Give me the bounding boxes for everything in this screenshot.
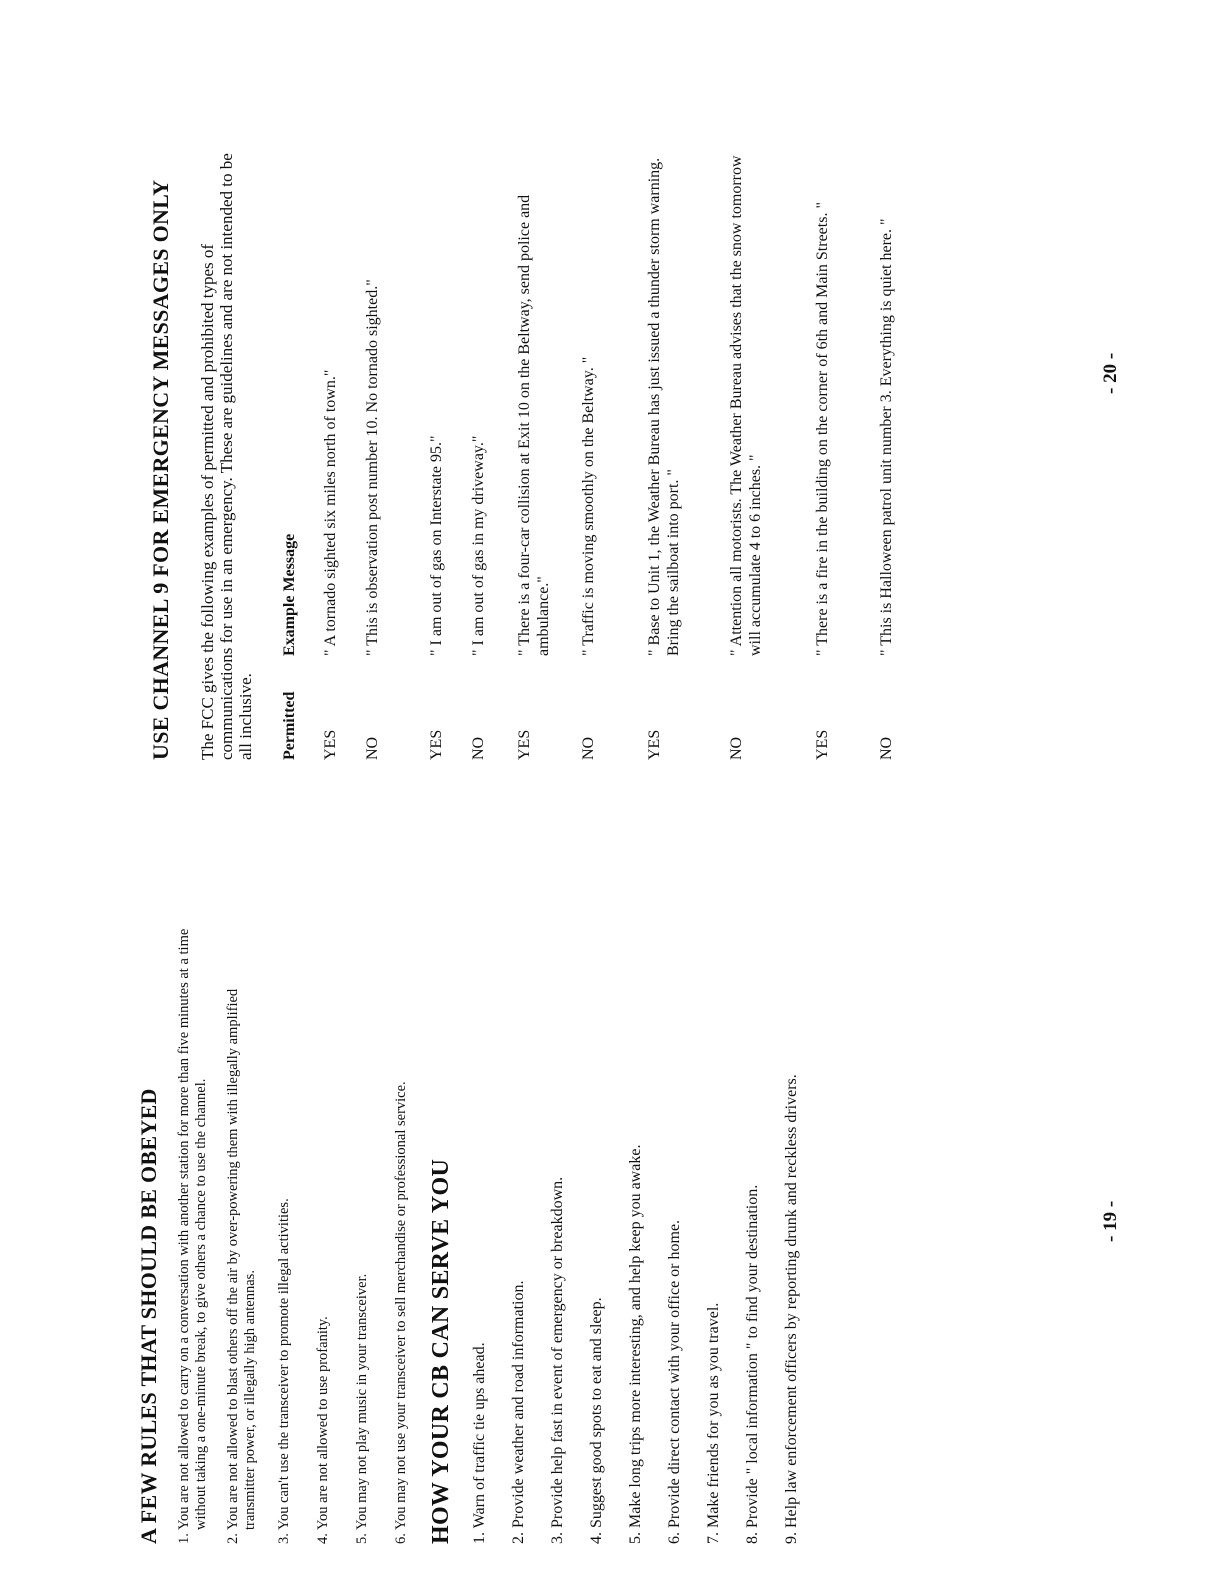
rule-text: You are not allowed to carry on a conversation with another station for more than five minutes at a time without taking a one-minute break, to give others a chance to use the channel. xyxy=(176,928,209,1531)
rule-item xyxy=(225,924,259,1544)
rule-item xyxy=(315,924,332,1544)
permitted-value: NO xyxy=(878,736,895,760)
table-row xyxy=(469,140,515,760)
serve-item: 6. Provide direct contact with your office or home. xyxy=(666,1219,683,1544)
rule-text: You can't use the transceiver to promote illegal activities. xyxy=(276,1198,292,1531)
rules-heading: A FEW RULES THAT SHOULD BE OBEYED xyxy=(136,1088,161,1544)
example-message: " There is a fire in the building on the corner of 6th and Main Streets. " xyxy=(814,202,831,656)
intro-paragraph: The FCC gives the following examples of permitted and prohibited types of communications for use in an emergency. These are guidelines and are not intended to be all inclusive. xyxy=(198,153,255,760)
table-row xyxy=(579,140,645,760)
table-row xyxy=(363,140,427,760)
table-header xyxy=(281,140,299,760)
table-row xyxy=(813,140,877,760)
page-20 xyxy=(148,140,921,760)
table-row xyxy=(877,140,921,760)
serve-item: 1. Warn of traffic tie ups ahead. xyxy=(471,1342,488,1544)
serve-item: 4. Suggest good spots to eat and sleep. xyxy=(588,1297,605,1544)
permitted-value: NO xyxy=(728,736,745,760)
serve-heading: HOW YOUR CB CAN SERVE YOU xyxy=(428,1158,454,1544)
rule-number: 6. xyxy=(393,1533,409,1544)
example-message: " I am out of gas in my driveway." xyxy=(470,435,487,656)
example-message: " I am out of gas on Interstate 95." xyxy=(428,435,445,656)
table-row xyxy=(427,140,469,760)
page-number-20: - 20 - xyxy=(1100,352,1121,394)
serve-item: 8. Provide " local information " to find your destination. xyxy=(744,1184,761,1544)
example-message: " Attention all motorists. The Weather Bureau advises that the snow tomorrow will accumulate 4 to 6 inches. " xyxy=(728,155,764,656)
example-message: " A tornado sighted six miles north of town." xyxy=(322,369,339,656)
permitted-value: YES xyxy=(322,729,339,760)
channel-9-heading: USE CHANNEL 9 FOR EMERGENCY MESSAGES ONLY xyxy=(148,179,173,760)
table-row xyxy=(515,140,579,760)
example-message: " Base to Unit 1, the Weather Bureau has just issued a thunder storm warning. Bring the sailboat into port. " xyxy=(646,157,682,656)
rule-text: You are not allowed to use profanity. xyxy=(315,1316,331,1531)
table-row xyxy=(645,140,727,760)
rule-number: 4. xyxy=(315,1533,331,1544)
serve-item: 9. Help law enforcement officers by reporting drunk and reckless drivers. xyxy=(783,1074,800,1544)
rule-item xyxy=(276,924,293,1544)
permitted-value: YES xyxy=(428,729,445,760)
serve-item: 3. Provide help fast in event of emergency or breakdown. xyxy=(549,1176,566,1544)
rule-number: 1. xyxy=(176,1533,192,1544)
table-row xyxy=(727,140,813,760)
example-message: " This is Halloween patrol unit number 3. Everything is quiet here. " xyxy=(878,218,895,656)
rule-number: 3. xyxy=(276,1533,292,1544)
rule-text: You may not play music in your transceiver. xyxy=(354,1273,370,1531)
permitted-value: NO xyxy=(580,736,597,760)
serve-item: 5. Make long trips more interesting, and help keep you awake. xyxy=(627,1144,644,1544)
permitted-value: YES xyxy=(814,729,831,760)
rule-number: 2. xyxy=(225,1533,241,1544)
column-example-message: Example Message xyxy=(281,533,298,656)
rule-text: You may not use your transceiver to sell merchandise or professional service. xyxy=(393,1081,409,1531)
rule-item xyxy=(393,924,410,1544)
permitted-value: YES xyxy=(516,729,533,760)
permitted-value: NO xyxy=(364,736,381,760)
page-19 xyxy=(136,924,801,1544)
permitted-value: YES xyxy=(646,729,663,760)
column-permitted: Permitted xyxy=(281,691,298,760)
table-row xyxy=(321,140,363,760)
serve-item: 7. Make friends for you as you travel. xyxy=(705,1302,722,1544)
rule-item xyxy=(176,924,210,1544)
example-message: " This is observation post number 10. No tornado sighted." xyxy=(364,279,381,656)
rule-item xyxy=(354,924,371,1544)
rule-text: You are not allowed to blast others off the air by over-powering them with illegally amplified transmitter power, or illegally high antennas. xyxy=(225,988,258,1531)
example-message: " Traffic is moving smoothly on the Beltway. " xyxy=(580,356,597,656)
permitted-value: NO xyxy=(470,736,487,760)
page-number-19: - 19 - xyxy=(1100,1200,1121,1242)
serve-item: 2. Provide weather and road information. xyxy=(510,1280,527,1544)
rule-number: 5. xyxy=(354,1533,370,1544)
example-message: " There is a four-car collision at Exit 10 on the Beltway, send police and ambulance." xyxy=(516,194,552,656)
